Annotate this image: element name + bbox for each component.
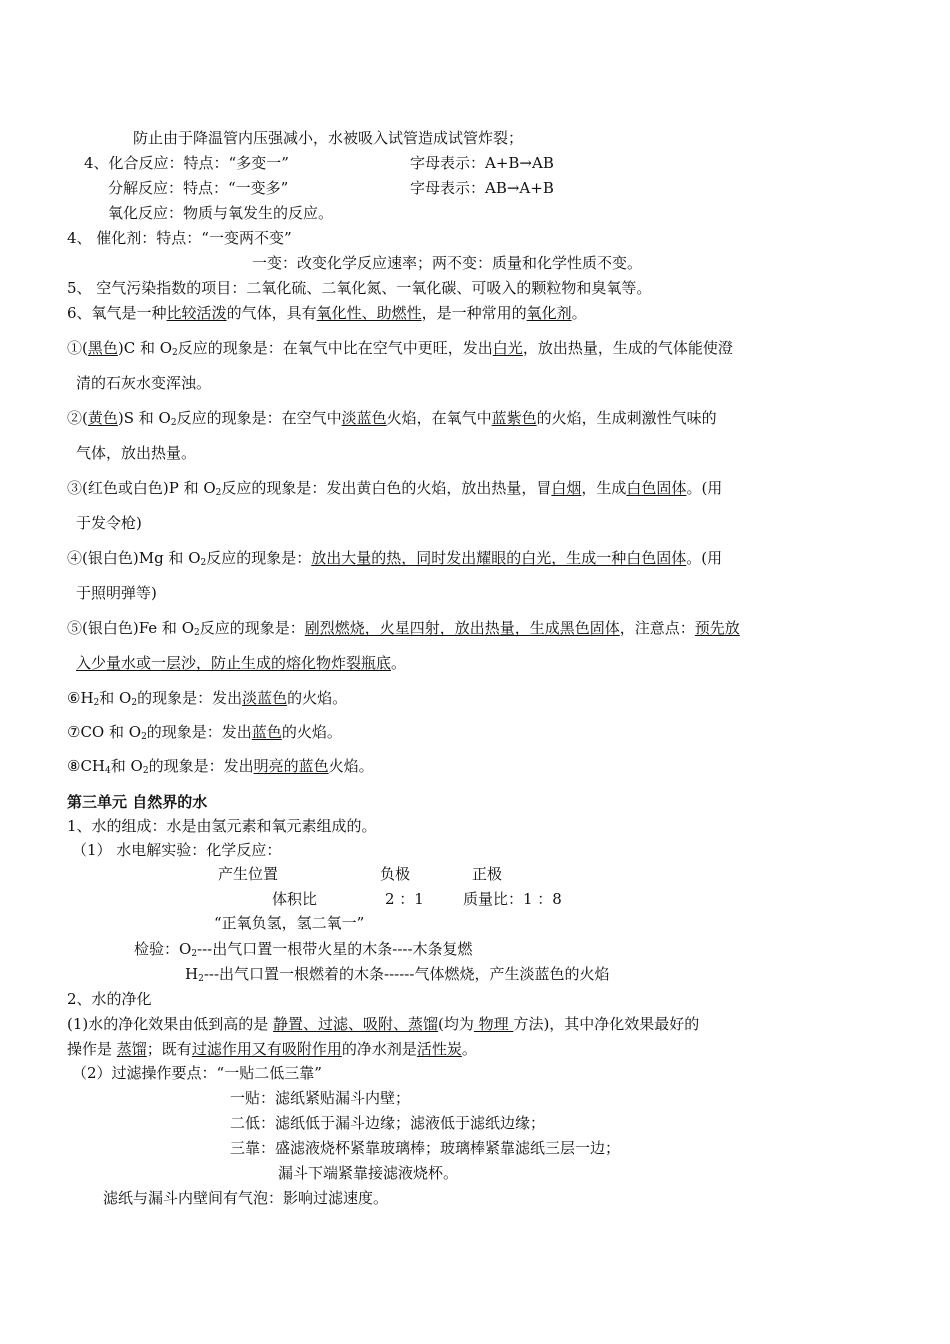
text-run: 反应的现象是：在空气中 — [176, 409, 342, 427]
text-line: 于照明弹等) — [76, 584, 157, 602]
text-run: 。 — [461, 1040, 477, 1058]
text-run: 的净水剂是 — [341, 1040, 417, 1058]
text-line: 2、水的净化 — [67, 990, 152, 1008]
text-run: 和 O — [99, 689, 132, 707]
subscript: 2 — [191, 949, 198, 959]
text-line: 一变：改变化学反应速率；两不变：质量和化学性质不变。 — [252, 254, 643, 272]
text-line: 气体，放出热量。 — [76, 444, 197, 462]
text-run: H — [185, 965, 199, 983]
table-cell: 2 ：1 — [385, 890, 424, 908]
text-line: 漏斗下端紧靠接滤液烧杯。 — [278, 1164, 459, 1182]
underlined-term: 淡蓝色 — [242, 689, 288, 707]
text-run: 火焰。 — [328, 757, 374, 775]
underlined-term: 淡蓝色 — [341, 409, 387, 427]
text-run: )S 和 O — [117, 409, 171, 427]
text-run: ；既有 — [146, 1040, 192, 1058]
text-line: （1） 水电解实验：化学反应： — [72, 841, 282, 859]
text-run: (均为 — [438, 1015, 474, 1033]
text-run: 。 — [391, 654, 407, 672]
underlined-term: 白烟 — [551, 479, 582, 497]
text-line: 分解反应：特点：“一变多” — [108, 179, 289, 197]
section-heading: 第三单元 自然界的水 — [67, 793, 208, 811]
text-run: ④(银白色)Mg 和 O — [67, 549, 201, 567]
text-run: 检验：O — [134, 940, 192, 958]
reaction-methane — [67, 756, 374, 776]
underlined-term: 白光 — [492, 339, 523, 357]
underlined-term: 蒸馏 — [116, 1040, 147, 1058]
mnemonic: “正氧负氢，氢二氧一” — [214, 914, 365, 932]
reaction-magnesium — [67, 548, 722, 568]
text-run: 的火焰，生成刺激性气味的 — [536, 409, 717, 427]
underlined-term: 放出大量的热，同时发出耀眼的白光，生成一种白色固体 — [311, 549, 687, 567]
subscript: 2 — [200, 558, 207, 568]
text-run: 反应的现象是： — [199, 619, 305, 637]
underlined-term: 氧化性、助燃性 — [316, 304, 422, 322]
text-run: ⑦CO 和 O — [67, 723, 142, 741]
text-run: 反应的现象是：在氧气中比在空气中更旺，发出 — [177, 339, 493, 357]
text-run: ⑧CH — [67, 757, 106, 775]
text-run: ②( — [67, 409, 88, 427]
text-run: 。 — [571, 304, 587, 322]
underlined-term: 物理 — [473, 1015, 514, 1033]
underlined-term: 明亮的蓝色 — [253, 757, 329, 775]
text-line: 一贴：滤纸紧贴漏斗内壁； — [230, 1089, 411, 1107]
text-run: (1)水的净化效果由低到高的是 — [67, 1015, 274, 1033]
reaction-hydrogen — [67, 688, 347, 708]
subscript: 2 — [198, 974, 204, 984]
text-run: 。(用 — [686, 549, 723, 567]
text-run: ③(红色或白色)P 和 O — [67, 479, 216, 497]
text-run: ---出气口置一根燃着的木条------气体燃烧，产生淡蓝色的火焰 — [203, 965, 610, 983]
text-line: 5、 空气污染指数的项目：二氧化硫、二氧化氮、一氧化碳、可吸入的颗粒物和臭氧等。 — [67, 279, 652, 297]
text-run: 和 O — [110, 757, 143, 775]
underlined-term: 过滤作用又有吸附作用 — [191, 1040, 342, 1058]
table-cell: 质量比：1 ：8 — [463, 890, 562, 908]
text-run: )C 和 O — [117, 339, 173, 357]
reaction-carbon — [67, 338, 733, 358]
text-run: 的气体，具有 — [226, 304, 317, 322]
underlined-term: 白色固体 — [626, 479, 687, 497]
text-line: 滤纸与漏斗内壁间有气泡：影响过滤速度。 — [103, 1189, 389, 1207]
underlined-term: 活性炭 — [416, 1040, 462, 1058]
subscript: 2 — [131, 698, 138, 708]
subscript: 2 — [141, 732, 147, 742]
text-line: 三靠：盛滤液烧杯紧靠玻璃棒；玻璃棒紧靠滤纸三层一边； — [230, 1139, 621, 1157]
text-run: ⑥H — [67, 689, 94, 707]
text-line: 于发令枪) — [76, 514, 142, 532]
reaction-sulfur — [67, 408, 717, 428]
text-line: 二低：滤纸低于漏斗边缘；滤液低于滤纸边缘； — [230, 1114, 546, 1132]
text-run: 反应的现象是： — [206, 549, 312, 567]
text-run: 。(用 — [686, 479, 723, 497]
underlined-term: 比较活泼 — [166, 304, 227, 322]
text-run: ---出气口置一根带火星的木条----木条复燃 — [197, 940, 473, 958]
text-run: 的现象是：发出 — [148, 757, 254, 775]
text-run: 方法)，其中净化效果最好的 — [513, 1015, 700, 1033]
text-run: 火焰，在氧气中 — [386, 409, 492, 427]
text-run: 的现象是：发出 — [137, 689, 243, 707]
text-line: 1、水的组成：水是由氢元素和氧元素组成的。 — [67, 817, 377, 835]
text-line: 4、 催化剂：特点：“一变两不变” — [67, 229, 292, 247]
text-line: 字母表示：A+B→AB — [410, 154, 554, 172]
text-line: 氧化反应：物质与氧发生的反应。 — [108, 204, 334, 222]
text-run: 操作是 — [67, 1040, 117, 1058]
reaction-phosphorus — [67, 478, 722, 498]
text-run: ，放出热量，生成的气体能使澄 — [522, 339, 733, 357]
oxygen-properties-line — [67, 303, 587, 323]
subscript: 4 — [105, 766, 111, 776]
subscript: 2 — [142, 766, 149, 776]
table-cell: 产生位置 — [218, 865, 279, 883]
text-run: 反应的现象是：发出黄白色的火焰，放出热量，冒 — [221, 479, 552, 497]
underlined-term: 剧烈燃烧，火星四射，放出热量，生成黑色固体 — [304, 619, 620, 637]
underlined-term: 入少量水或一层沙，防止生成的熔化物炸裂瓶底 — [76, 654, 392, 672]
text-run: 的火焰。 — [287, 689, 348, 707]
text-line: 4、化合反应：特点：“多变一” — [84, 154, 289, 172]
test-oxygen — [134, 939, 473, 959]
text-line — [76, 653, 406, 673]
text-line: 清的石灰水变浑浊。 — [76, 374, 212, 392]
text-line: （2）过滤操作要点：“一贴二低三靠” — [72, 1064, 322, 1082]
subscript: 2 — [93, 698, 100, 708]
text-run: 的火焰。 — [281, 723, 342, 741]
text-run: ，是一种常用的 — [421, 304, 527, 322]
reaction-carbon-monoxide — [67, 722, 342, 742]
table-cell: 体积比 — [272, 890, 318, 908]
text-line: 防止由于降温管内压强减小，水被吸入试管造成试管炸裂； — [133, 129, 524, 147]
purification-line — [67, 1014, 699, 1034]
underlined-term: 黑色 — [87, 339, 118, 357]
subscript: 2 — [194, 628, 200, 638]
text-run: 的现象是：发出 — [146, 723, 252, 741]
reaction-iron — [67, 618, 740, 638]
subscript: 2 — [170, 418, 177, 428]
underlined-term: 黄色 — [87, 409, 118, 427]
underlined-term: 预先放 — [694, 619, 740, 637]
underlined-term: 静置、过滤、吸附、蒸馏 — [273, 1015, 439, 1033]
underlined-term: 蓝紫色 — [491, 409, 537, 427]
text-run: ①( — [67, 339, 88, 357]
underlined-term: 蓝色 — [251, 723, 282, 741]
text-run: 6、氧气是一种 — [67, 304, 167, 322]
subscript: 2 — [172, 348, 178, 358]
table-cell: 负极 — [380, 865, 411, 883]
subscript: 2 — [215, 488, 222, 498]
text-run: ，注意点： — [619, 619, 695, 637]
text-run: ，生成 — [581, 479, 627, 497]
text-line: 字母表示：AB→A+B — [410, 179, 554, 197]
text-run: ⑤(银白色)Fe 和 O — [67, 619, 195, 637]
test-hydrogen — [185, 964, 609, 984]
underlined-term: 氧化剂 — [526, 304, 572, 322]
purification-line — [67, 1039, 477, 1059]
table-cell: 正极 — [472, 865, 503, 883]
